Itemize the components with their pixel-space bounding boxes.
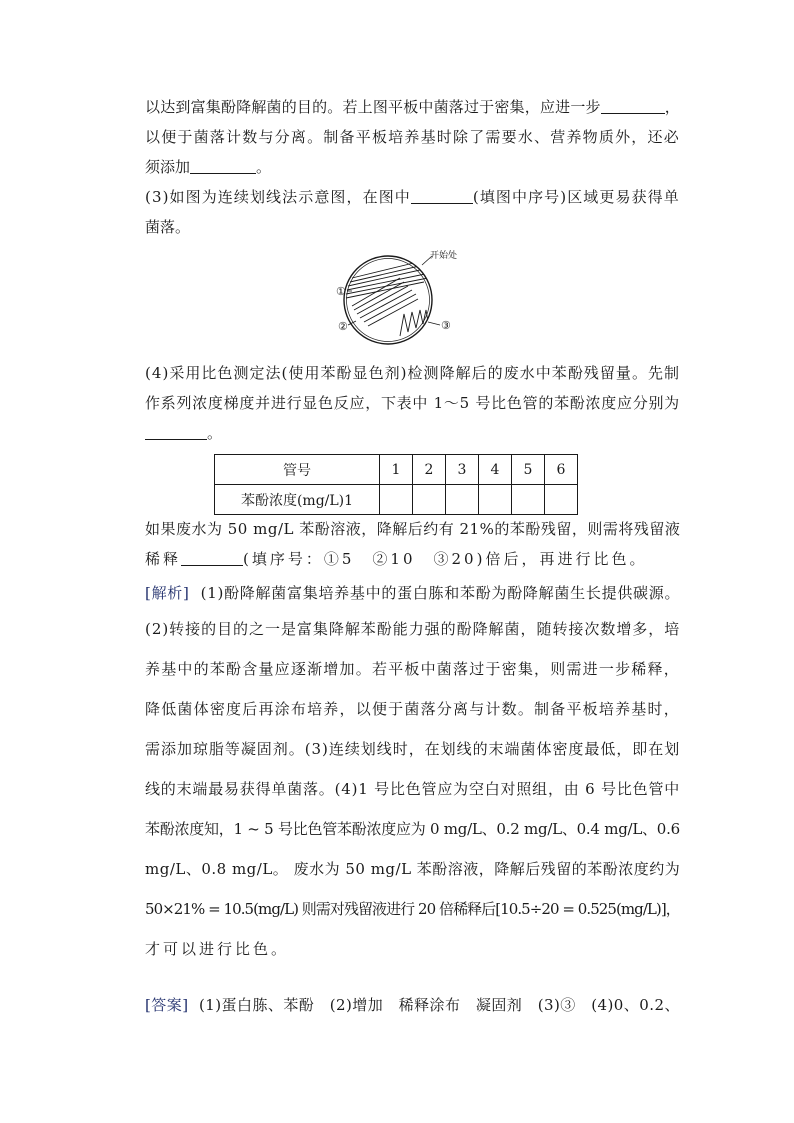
streak-plate-figure (330, 248, 465, 346)
question-dilution (145, 514, 680, 574)
analysis-tag: [解析] (145, 584, 190, 602)
table-row (215, 485, 578, 515)
region-1-label: ① (336, 285, 346, 298)
question-line: 以达到富集酚降解菌的目的。若上图平板中菌落过于密集，应进一步 ， (145, 98, 680, 116)
answer-blank (411, 187, 473, 204)
analysis-line: 养基中的苯酚含量应逐渐增加。若平板中菌落过于密集，则需进一步稀释， (145, 660, 680, 678)
question-line: (4)采用比色测定法(使用苯酚显色剂)检测降解后的废水中苯酚残留量。先制 (145, 364, 681, 382)
analysis-line: 降低菌体密度后再涂布培养，以便于菌落分离与计数。制备平板培养基时， (145, 700, 680, 718)
question-line: 以便于菌落计数与分离。制备平板培养基时除了需要水、营养物质外，还必 (145, 128, 680, 146)
concentration-cell (380, 485, 413, 515)
answer-blank (181, 549, 243, 566)
analysis-line: [解析] (1)酚降解菌富集培养基中的蛋白胨和苯酚为酚降解菌生长提供碳源。 (145, 584, 681, 602)
answer-blank (145, 423, 207, 440)
question-line: 如果废水为 50 mg/L 苯酚溶液，降解后约有 21%的苯酚残留，则需将残留液 (145, 520, 681, 538)
tube-number-cell: 3 (446, 455, 479, 485)
answer-tag: [答案] (145, 996, 189, 1014)
table-header-concentration: 苯酚浓度(mg/L)1 (215, 485, 380, 515)
concentration-cell (446, 485, 479, 515)
concentration-table (214, 454, 578, 515)
analysis-line: mg/L、0.8 mg/L。 废水为 50 mg/L 苯酚溶液，降解后残留的苯酚浓度约为 (145, 860, 681, 878)
question-line: 作系列浓度梯度并进行显色反应，下表中 1～5 号比色管的苯酚浓度应分别为 (145, 394, 680, 412)
analysis-line: (2)转接的目的之一是富集降解苯酚能力强的酚降解菌，随转接次数增多，培 (145, 620, 681, 638)
table-header-tube: 管号 (215, 455, 380, 485)
answer-section (145, 990, 680, 1020)
label-3-pointer (428, 322, 440, 325)
tube-number-cell: 4 (479, 455, 512, 485)
analysis-section (145, 578, 680, 969)
question-line: 须添加 。 (145, 158, 272, 176)
concentration-cell (545, 485, 578, 515)
answer-line: [答案] (1)蛋白胨、苯酚 (2)增加 稀释涂布 凝固剂 (3)③ (4)0、0.2、 (145, 996, 680, 1014)
concentration-cell (512, 485, 545, 515)
concentration-cell (413, 485, 446, 515)
analysis-line: 需添加琼脂等凝固剂。(3)连续划线时，在划线的末端菌体密度最低，即在划 (145, 740, 681, 758)
table-row (215, 455, 578, 485)
start-label: 开始处 (430, 251, 458, 261)
question-line: (3)如图为连续划线法示意图，在图中 (填图中序号)区域更易获得单 (145, 188, 680, 206)
concentration-cell (479, 485, 512, 515)
question-text (145, 92, 680, 242)
tube-number-cell: 2 (413, 455, 446, 485)
streak-region-1 (346, 260, 430, 298)
answer-blank (601, 97, 665, 114)
question-line: 菌落。 (145, 218, 191, 236)
analysis-line: 线的末端最易获得单菌落。(4)1 号比色管应为空白对照组，由 6 号比色管中 (145, 780, 681, 798)
question-line: 。 (145, 418, 680, 448)
answer-blank (190, 157, 256, 174)
region-2-label: ② (338, 320, 348, 333)
question-part-4 (145, 358, 680, 448)
analysis-line: 才可以进行比色。 (145, 940, 290, 958)
region-3-label: ③ (441, 319, 451, 332)
tube-number-cell: 6 (545, 455, 578, 485)
question-line: 稀释 (填序号：①5 ②10 ③20)倍后，再进行比色。 (145, 550, 648, 568)
analysis-line: 苯酚浓度知，1 ~ 5 号比色管苯酚浓度应为 0 mg/L、0.2 mg/L、0.4 mg/L、0.6 (145, 820, 680, 838)
tube-number-cell: 5 (512, 455, 545, 485)
tube-number-cell: 1 (380, 455, 413, 485)
analysis-line: 50×21% = 10.5(mg/L) 则需对残留液进行 20 倍稀释后[10.5÷20 = 0.525(mg/L)]， (145, 900, 680, 918)
